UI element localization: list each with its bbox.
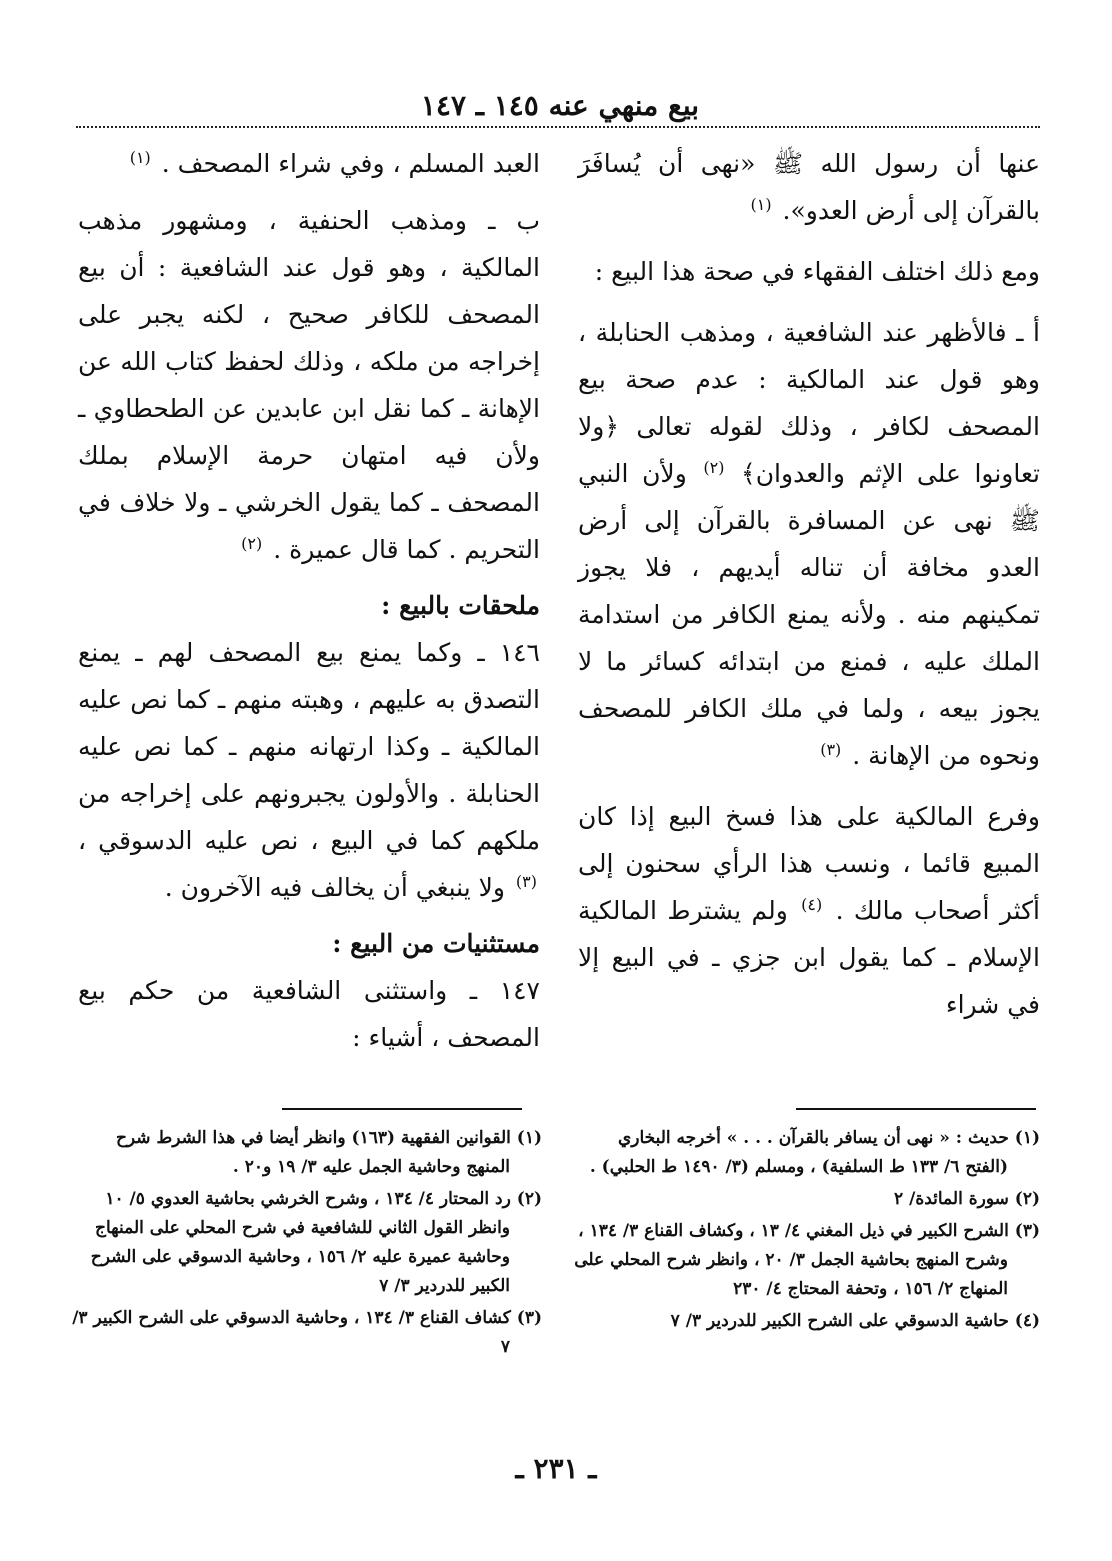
paragraph: ب ـ ومذهب الحنفية ، ومشهور مذهب المالكية ، وهو قول عند الشافعية : أن بيع المصحف للكافر صحيح ، لكنه يجبر على إخراجه من ملكه ، وذلك لحفظ كتاب الله عن الإهانة ـ كما نقل ابن عابدين عن الطحطاوي ـ ولأن فيه امتهان حرمة الإسلام بملك المصحف ـ كما يقول الخرشي ـ ولا خلاف في التحريم . كما قال عميرة . $^{(٢)}$ <box>78 206 540 564</box>
footnote: (٣) الشرح الكبير في ذيل المغني ٤/ ١٣ ، وكشاف القناع ٣/ ١٣٤ ، وشرح المنهج بحاشية الجمل ٣/ ٢٠ ، وانظر شرح المحلي على المنهاج ٢/ ١٥٦ ، وتحفة المحتاج ٤/ ٢٣٠ <box>574 1221 1040 1299</box>
footnotes-left <box>72 1124 542 1365</box>
footnote: (١) القوانين الفقهية (١٦٣) وانظر أيضا في هذا الشرط شرح المنهج وحاشية الجمل عليه ٣/ ١٩ و٢٠ . <box>115 1128 542 1177</box>
paragraph: ١٤٦ ـ وكما يمنع بيع المصحف لهم ـ يمنع التصدق به عليهم ، وهبته منهم ـ كما نص عليه المالكية ـ وكذا ارتهانه منهم ـ كما نص عليه الحنابلة . والأولون يجبرونهم على إخراجه من ملكهم كما في البيع ، نص عليه الدسوقي ، $^{(٣)}$ ولا ينبغي أن يخالف فيه الآخرون . <box>78 638 540 902</box>
footnote-ref: (٣) <box>515 871 537 891</box>
footnote-ref: (٤) <box>801 894 823 914</box>
page-number: ـ ٢٣١ ـ <box>515 1452 597 1485</box>
paragraph: أ ـ فالأظهر عند الشافعية ، ومذهب الحنابلة ، وهو قول عند المالكية : عدم صحة بيع المصحف لكافر ، وذلك لقوله تعالى ﴿ولا تعاونوا على الإثم والعدوان﴾ $^{(٢)}$ ولأن النبي ﷺ نهى عن المسافرة بالقرآن إلى أرض العدو مخافة أن تناله أيديهم ، فلا يجوز تمكينهم منه . ولأنه يمنع الكافر من استدامة الملك عليه ، فمنع من ابتدائه كسائر ما لا يجوز بيعه ، ولما في ملك الكافر للمصحف ونحوه من الإهانة . $^{(٣)}$ <box>578 318 1041 770</box>
footnote: (٢) رد المحتار ٤/ ١٣٤ ، وشرح الخرشي بحاشية العدوي ٥/ ١٠ وانظر القول الثاني للشافعية في شرح المحلي على المنهاج وحاشية عميرة عليه ٢/ ١٥٦ ، وحاشية الدسوقي على الشرح الكبير للدردير ٣/ ٧ <box>90 1189 542 1296</box>
header-dotted-rule <box>76 126 1040 128</box>
left-column <box>78 140 540 1071</box>
footnote-rule <box>282 1108 522 1110</box>
section-heading: مستثنيات من البيع : <box>332 929 540 958</box>
footnotes-right <box>570 1124 1040 1339</box>
footnote-ref: (٢) <box>241 533 263 553</box>
footnote: (٢) سورة المائدة/ ٢ <box>894 1189 1040 1209</box>
footnote-ref: (٢) <box>703 457 725 477</box>
paragraph: العبد المسلم ، وفي شراء المصحف . $^{(١)}$ <box>129 147 540 178</box>
footnote: (٣) كشاف القناع ٣/ ١٣٤ ، وحاشية الدسوقي على الشرح الكبير ٣/ ٧ <box>72 1308 542 1357</box>
right-column <box>578 140 1040 1038</box>
footnote: (١) حديث : « نهى أن يسافر بالقرآن . . . » أخرجه البخاري (الفتح ٦/ ١٣٣ ط السلفية) ، ومسلم (٣/ ١٤٩٠ ط الحلبي) . <box>589 1128 1040 1177</box>
footnote-ref: (١) <box>129 147 151 167</box>
paragraph: عنها أن رسول الله ﷺ «نهى أن يُسافَرَ بالقرآن إلى أرض العدو». $^{(١)}$ <box>578 149 1040 225</box>
section-heading: ملحقات بالبيع : <box>381 591 540 620</box>
paragraph: ١٤٧ ـ واستثنى الشافعية من حكم بيع المصحف ، أشياء : <box>78 976 540 1052</box>
footnote-ref: (٣) <box>820 739 842 759</box>
footnote-rule <box>796 1108 1036 1110</box>
running-header: بيع منهي عنه ١٤٥ ـ ١٤٧ <box>420 89 700 122</box>
footnote-ref: (١) <box>750 194 772 214</box>
footnote: (٤) حاشية الدسوقي على الشرح الكبير للدردير ٣/ ٧ <box>670 1311 1040 1331</box>
paragraph: وفرع المالكية على هذا فسخ البيع إذا كان المبيع قائما ، ونسب هذا الرأي سحنون إلى أكثر أصحاب مالك . $^{(٤)}$ ولم يشترط المالكية الإسلام ـ كما يقول ابن جزي ـ في البيع إلا في شراء <box>578 802 1041 1019</box>
paragraph: ومع ذلك اختلف الفقهاء في صحة هذا البيع : <box>594 257 1040 286</box>
